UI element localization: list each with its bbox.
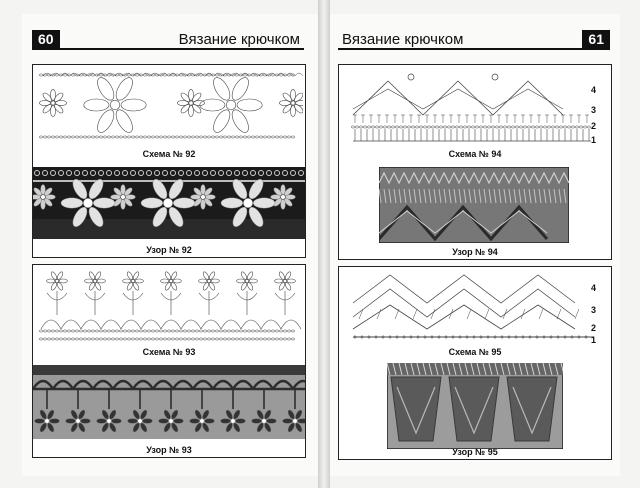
left-page-number: 60 xyxy=(32,30,60,48)
panel-95 xyxy=(338,266,612,460)
row-number-94-1: 1 xyxy=(591,135,597,145)
book-spine xyxy=(318,0,330,488)
crochet-scheme-93 xyxy=(35,267,303,345)
left-page-title: Вязание крючком xyxy=(178,30,300,48)
left-page-header xyxy=(32,30,304,50)
caption-scheme-95: Схема № 95 xyxy=(448,347,502,357)
panel-94 xyxy=(338,64,612,260)
caption-scheme-92: Схема № 92 xyxy=(142,149,196,159)
caption-pattern-94: Узор № 94 xyxy=(452,247,498,257)
row-number-95-4: 4 xyxy=(591,283,597,293)
photo-pattern-92 xyxy=(33,167,305,239)
photo-pattern-95 xyxy=(387,363,563,449)
row-number-94-2: 2 xyxy=(591,121,597,131)
right-page-title: Вязание крючком xyxy=(342,30,464,48)
row-number-95-3: 3 xyxy=(591,305,597,315)
crochet-scheme-92 xyxy=(35,67,303,147)
panel-92 xyxy=(32,64,306,258)
caption-pattern-92: Узор № 92 xyxy=(146,245,192,255)
caption-scheme-94: Схема № 94 xyxy=(448,149,502,159)
crochet-scheme-94 xyxy=(349,69,599,147)
caption-scheme-93: Схема № 93 xyxy=(142,347,196,357)
row-number-95-1: 1 xyxy=(591,335,597,345)
photo-pattern-94 xyxy=(379,167,569,243)
row-number-94-4: 4 xyxy=(591,85,597,95)
crochet-scheme-95 xyxy=(349,269,599,345)
panel-93 xyxy=(32,264,306,458)
right-page-number: 61 xyxy=(582,30,610,48)
caption-pattern-93: Узор № 93 xyxy=(146,445,192,455)
photo-pattern-93 xyxy=(33,365,305,439)
caption-pattern-95: Узор № 95 xyxy=(452,447,498,457)
row-number-95-2: 2 xyxy=(591,323,597,333)
right-page-header xyxy=(338,30,610,50)
row-number-94-3: 3 xyxy=(591,105,597,115)
